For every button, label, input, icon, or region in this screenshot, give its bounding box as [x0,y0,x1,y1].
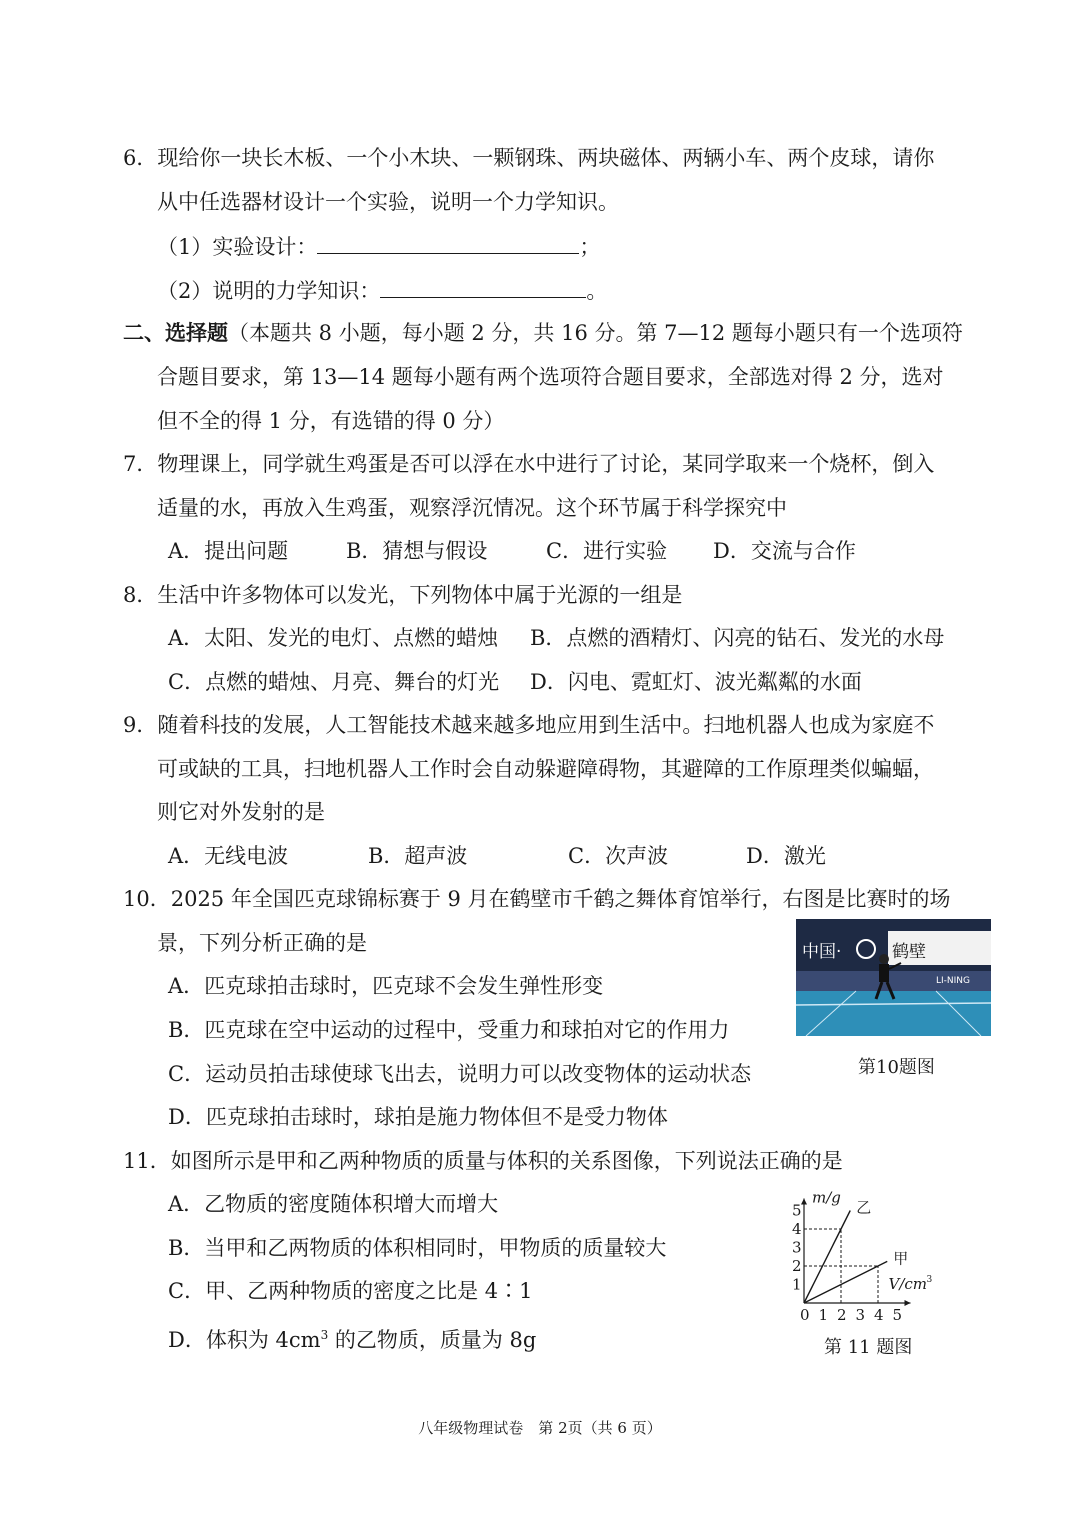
mass-volume-graph [782,1180,972,1330]
q9-option-c[interactable]: C．次声波 [568,844,669,868]
section2-intro: （本题共 8 小题，每小题 2 分，共 16 分。第 7—12 题每小题只有一个选项符 [228,321,963,345]
q10-option-b[interactable]: B．匹克球在空中运动的过程中，受重力和球拍对它的作用力 [168,1018,730,1042]
x-tick-label: 5 [892,1306,903,1324]
graph-svg [782,1180,972,1330]
photo-text-china: 中国· [802,942,842,962]
series-label-jia: 甲 [893,1249,909,1268]
photo-text-hebi: 鹤壁 [892,942,926,962]
q6-line1: 6．现给你一块长木板、一个小木块、一颗钢珠、两块磁体、两辆小车、两个皮球，请你 [123,146,935,170]
q6-sub2-end: 。 [586,279,608,303]
q10-line2: 景，下列分析正确的是 [157,931,367,955]
x-tick-label: 3 [855,1306,866,1324]
q8-line1: 8．生活中许多物体可以发光，下列物体中属于光源的一组是 [123,583,683,607]
series-line-yi [804,1211,850,1304]
answer-blank-1[interactable] [317,231,579,254]
q9-line2: 可或缺的工具，扫地机器人工作时会自动躲避障碍物，其避障的工作原理类似蝙蝠， [157,757,934,781]
q7-option-c[interactable]: C．进行实验 [546,539,668,563]
x-tick-label: 2 [837,1306,847,1324]
q9-line1: 9．随着科技的发展，人工智能技术越来越多地应用到生活中。扫地机器人也成为家庭不 [123,713,935,737]
answer-blank-2[interactable] [380,275,586,298]
q11-option-b[interactable]: B．当甲和乙两物质的体积相同时，甲物质的质量较大 [168,1236,667,1260]
q6-sub1-end: ； [579,235,601,259]
y-tick-label: 4 [792,1220,802,1238]
q6-sub1-label: （1）实验设计： [157,235,318,259]
q6-sub2-label: （2）说明的力学知识： [157,279,381,303]
series-label-yi: 乙 [856,1198,872,1217]
q11-option-d-sup: 3 [320,1328,329,1342]
q8-option-d[interactable]: D．闪电、霓虹灯、波光粼粼的水面 [530,670,862,694]
q8-option-b[interactable]: B．点燃的酒精灯、闪亮的钻石、发光的水母 [530,626,945,650]
photo-text-brand: LI-NING [936,976,971,986]
y-tick-label: 2 [792,1257,802,1275]
q8-option-c[interactable]: C．点燃的蜡烛、月亮、舞台的灯光 [168,670,500,694]
q10-option-c[interactable]: C．运动员拍击球使球飞出去，说明力可以改变物体的运动状态 [168,1062,752,1086]
q6-sub1 [157,231,600,262]
x-tick-label: 0 [800,1306,810,1324]
q7-line1: 7．物理课上，同学就生鸡蛋是否可以浮在水中进行了讨论，某同学取来一个烧杯，倒入 [123,452,935,476]
y-tick-label: 1 [792,1275,802,1294]
section2-line3: 但不全的得 1 分，有选错的得 0 分） [157,409,505,433]
q11-figure-caption: 第 11 题图 [824,1337,913,1358]
q7-option-a[interactable]: A．提出问题 [168,539,289,563]
q7-option-b[interactable]: B．猜想与假设 [346,539,488,563]
q11-line1: 11．如图所示是甲和乙两种物质的质量与体积的关系图像，下列说法正确的是 [123,1149,843,1173]
q7-option-d[interactable]: D．交流与合作 [713,539,856,563]
q9-option-b[interactable]: B．超声波 [368,844,468,868]
section2-line1 [123,318,963,348]
x-axis-arrow [905,1300,911,1306]
section2-line2: 合题目要求，第 13—14 题每小题有两个选项符合题目要求，全部选对得 2 分，选对 [157,365,944,389]
x-axis-label-sup: 3 [926,1275,933,1285]
q11-option-d-suffix: 的乙物质，质量为 8g [328,1328,537,1352]
section2-heading: 二、选择题 [123,321,228,345]
q11-option-d[interactable] [168,1320,536,1355]
q6-line2: 从中任选器材设计一个实验，说明一个力学知识。 [157,190,619,214]
y-axis-arrow [801,1199,807,1205]
q11-option-c[interactable]: C．甲、乙两种物质的密度之比是 4∶1 [168,1279,533,1303]
q10-option-a[interactable]: A．匹克球拍击球时，匹克球不会发生弹性形变 [168,974,604,998]
q7-line2: 适量的水，再放入生鸡蛋，观察浮沉情况。这个环节属于科学探究中 [157,496,787,520]
q10-line1: 10．2025 年全国匹克球锦标赛于 9 月在鹤壁市千鹤之舞体育馆举行，右图是比赛时的场 [123,887,951,911]
y-tick-label: 3 [792,1238,802,1257]
q10-figure-caption: 第10题图 [858,1057,935,1078]
q8-option-a[interactable]: A．太阳、发光的电灯、点燃的蜡烛 [168,626,499,650]
q6-sub2 [157,275,607,306]
q9-option-d[interactable]: D．激光 [746,844,826,868]
series-line-jia [804,1261,887,1303]
x-axis-label: V/cm [888,1275,928,1293]
photo-illustration [796,919,991,1036]
x-tick-label: 1 [818,1306,829,1324]
pickleball-match-photo [796,919,991,1036]
y-axis-label: m/g [812,1188,841,1207]
y-tick-label: 5 [792,1201,802,1220]
q11-option-d-prefix: D．体积为 4cm [168,1328,321,1352]
q9-option-a[interactable]: A．无线电波 [168,844,289,868]
q11-option-a[interactable]: A．乙物质的密度随体积增大而增大 [168,1192,499,1216]
q9-line3: 则它对外发射的是 [157,800,325,824]
page-footer: 八年级物理试卷 第 2页（共 6 页） [418,1419,662,1437]
x-tick-label: 4 [874,1306,884,1324]
q10-option-d[interactable]: D．匹克球拍击球时，球拍是施力物体但不是受力物体 [168,1105,668,1129]
